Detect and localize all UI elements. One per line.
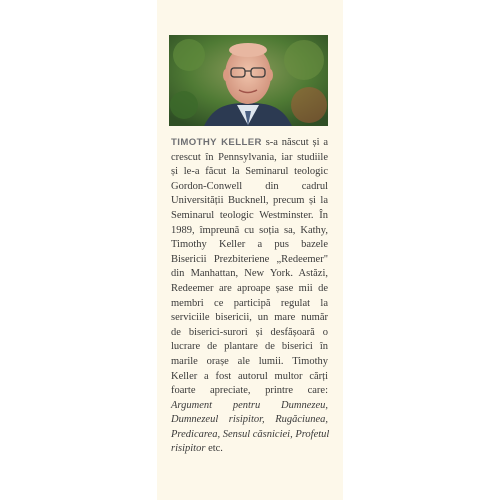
bio-line: crescut în Pennsylvania, iar studiile [171,151,328,163]
bio-line: și le-a făcut la Seminarul teologic [171,166,328,178]
bio-line: serviciile bisericii, un mare număr [171,312,328,324]
bio-line: Seminarul teologic Westminster. În [171,209,328,221]
bio-line: lucrare de plantare de biserici în [171,341,328,353]
bio-line: Timothy Keller a pus bazele [171,239,328,251]
author-photo [169,35,328,126]
author-portrait-image [169,35,328,126]
bio-line: marile orașe ale lumii. Timothy [171,355,328,367]
bio-line: Redeemer are aproape șase mii de [171,282,328,294]
bio-line: Keller a fost autorul multor cărți [171,370,328,382]
bio-line: 1989, împreună cu soția sa, Kathy, [171,224,328,236]
bio-line: membri ce participă regulat la [171,297,328,309]
bio-line: Gordon-Conwell din cadrul [171,180,328,192]
book-titles-line: Dumnezeul risipitor, Rugăciunea, [171,414,328,426]
author-biography [171,136,328,457]
bio-line-final: risipitor etc. [171,443,223,455]
bio-line: TIMOTHY KELLER s-a născut și a [171,137,328,148]
book-titles-line: Predicarea, Sensul căsniciei, Profetul [171,428,330,440]
bio-line: foarte apreciate, printre care: [171,385,328,397]
author-name: TIMOTHY KELLER [171,137,262,148]
book-titles-line: Argument pentru Dumnezeu, [171,399,328,411]
bio-line: din Manhattan, New York. Astăzi, [171,268,328,280]
bio-line: de biserici-surori și desfășoară o [171,326,328,338]
bio-line: Bisericii Prezbiteriene „Redeemer" [171,253,328,265]
bio-line: Universității Bucknell, precum și la [171,195,328,207]
book-title-last: risipitor [171,443,206,455]
